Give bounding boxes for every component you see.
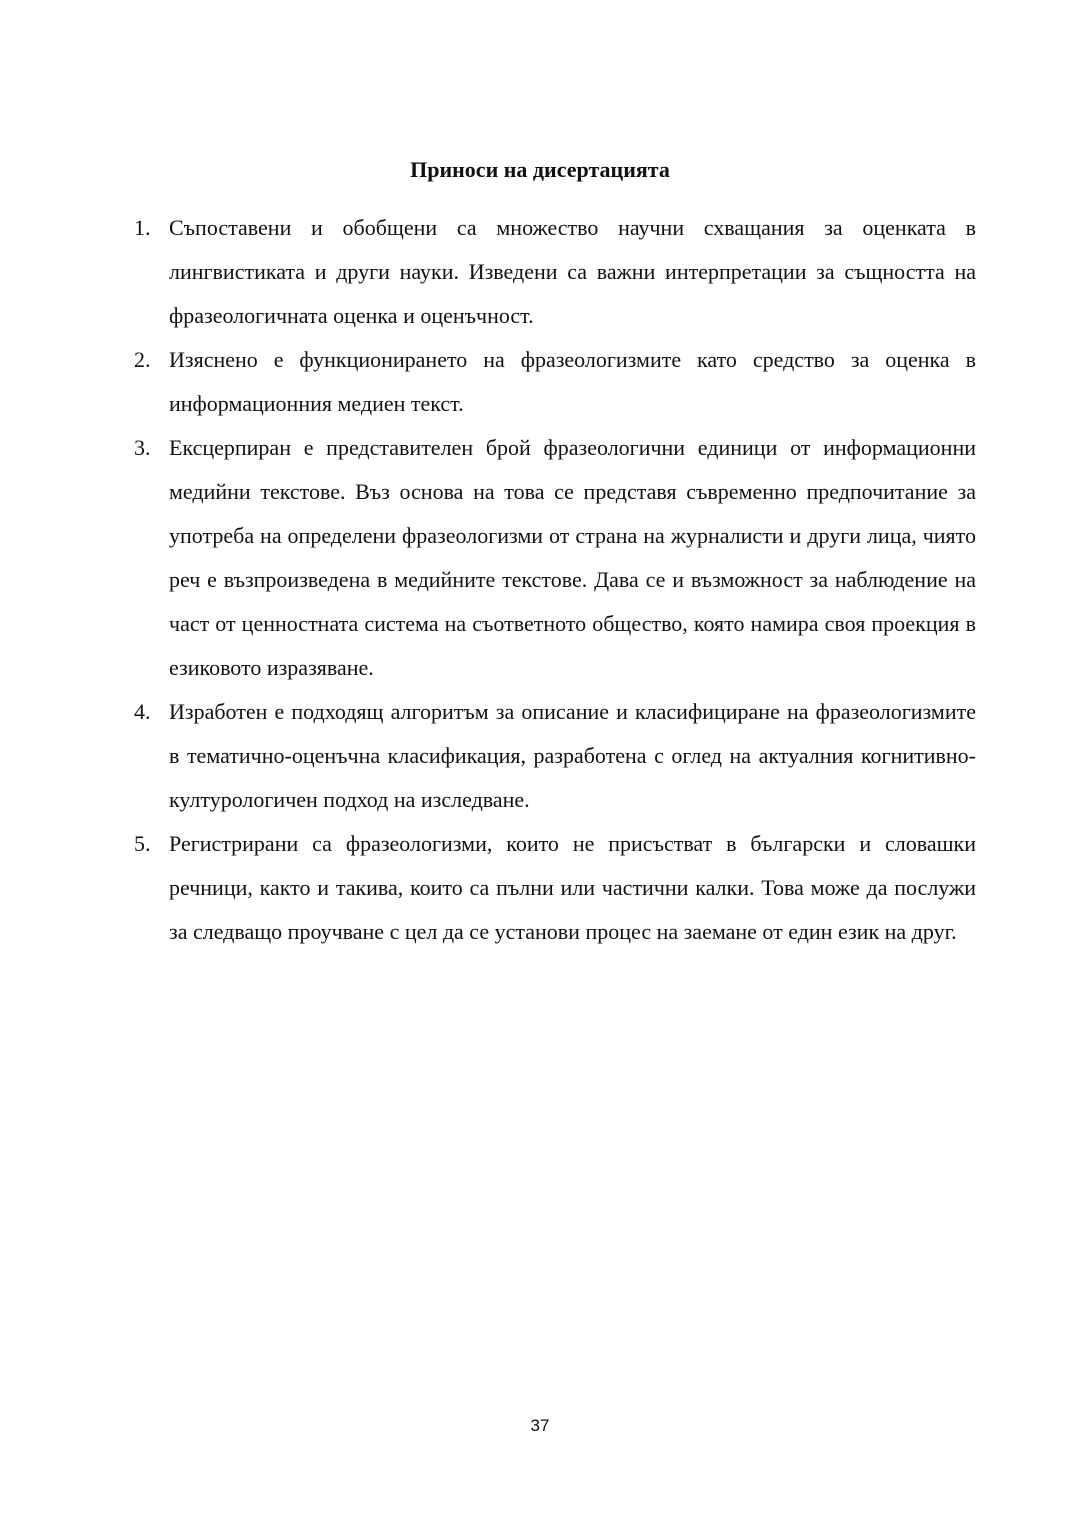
list-item [134, 206, 976, 338]
page-title: Приноси на дисертацията [410, 157, 670, 182]
list-item [134, 690, 976, 822]
list-item-text: Ексцерпиран е представителен брой фразеологични единици от информационни медийни текстове. Въз основа на това се представя съвременно предпочитание за употреба на определени фразеологизми от страна на журналисти и други лица, чиято реч е възпроизведена в медийните текстове. Дава се и възможност за наблюдение на част от ценностната система на съответното общество, която намира своя проекция в езиковото изразяване. [169, 435, 976, 680]
list-item-text: Съпоставени и обобщени са множество научни схващания за оценката в лингвистиката и други науки. Изведени са важни интерпретации за същността на фразеологичната оценка и оценъчност. [169, 215, 976, 328]
contributions-list [134, 206, 976, 954]
list-item-text: Регистрирани са фразеологизми, които не присъстват в български и словашки речници, както и такива, които са пълни или частични калки. Това може да послужи за следващо проучване с цел да се установи процес на заемане от един език на друг. [169, 831, 976, 944]
list-item [134, 822, 976, 954]
list-item-number: 1. [134, 215, 151, 240]
list-item-text: Изработен е подходящ алгоритъм за описание и класифициране на фразеологизмите в тематично-оценъчна класификация, разработена с оглед на актуалния когнитивно-културологичен подход на изследване. [169, 699, 976, 812]
list-item [134, 426, 976, 690]
list-item-number: 2. [134, 347, 151, 372]
list-item-number: 4. [134, 699, 151, 724]
page-number: 37 [530, 1416, 550, 1435]
list-item-text: Изяснено е функционирането на фразеологизмите като средство за оценка в информационния медиен текст. [169, 347, 976, 416]
list-item-number: 5. [134, 831, 151, 856]
list-item-number: 3. [134, 435, 151, 460]
list-item [134, 338, 976, 426]
